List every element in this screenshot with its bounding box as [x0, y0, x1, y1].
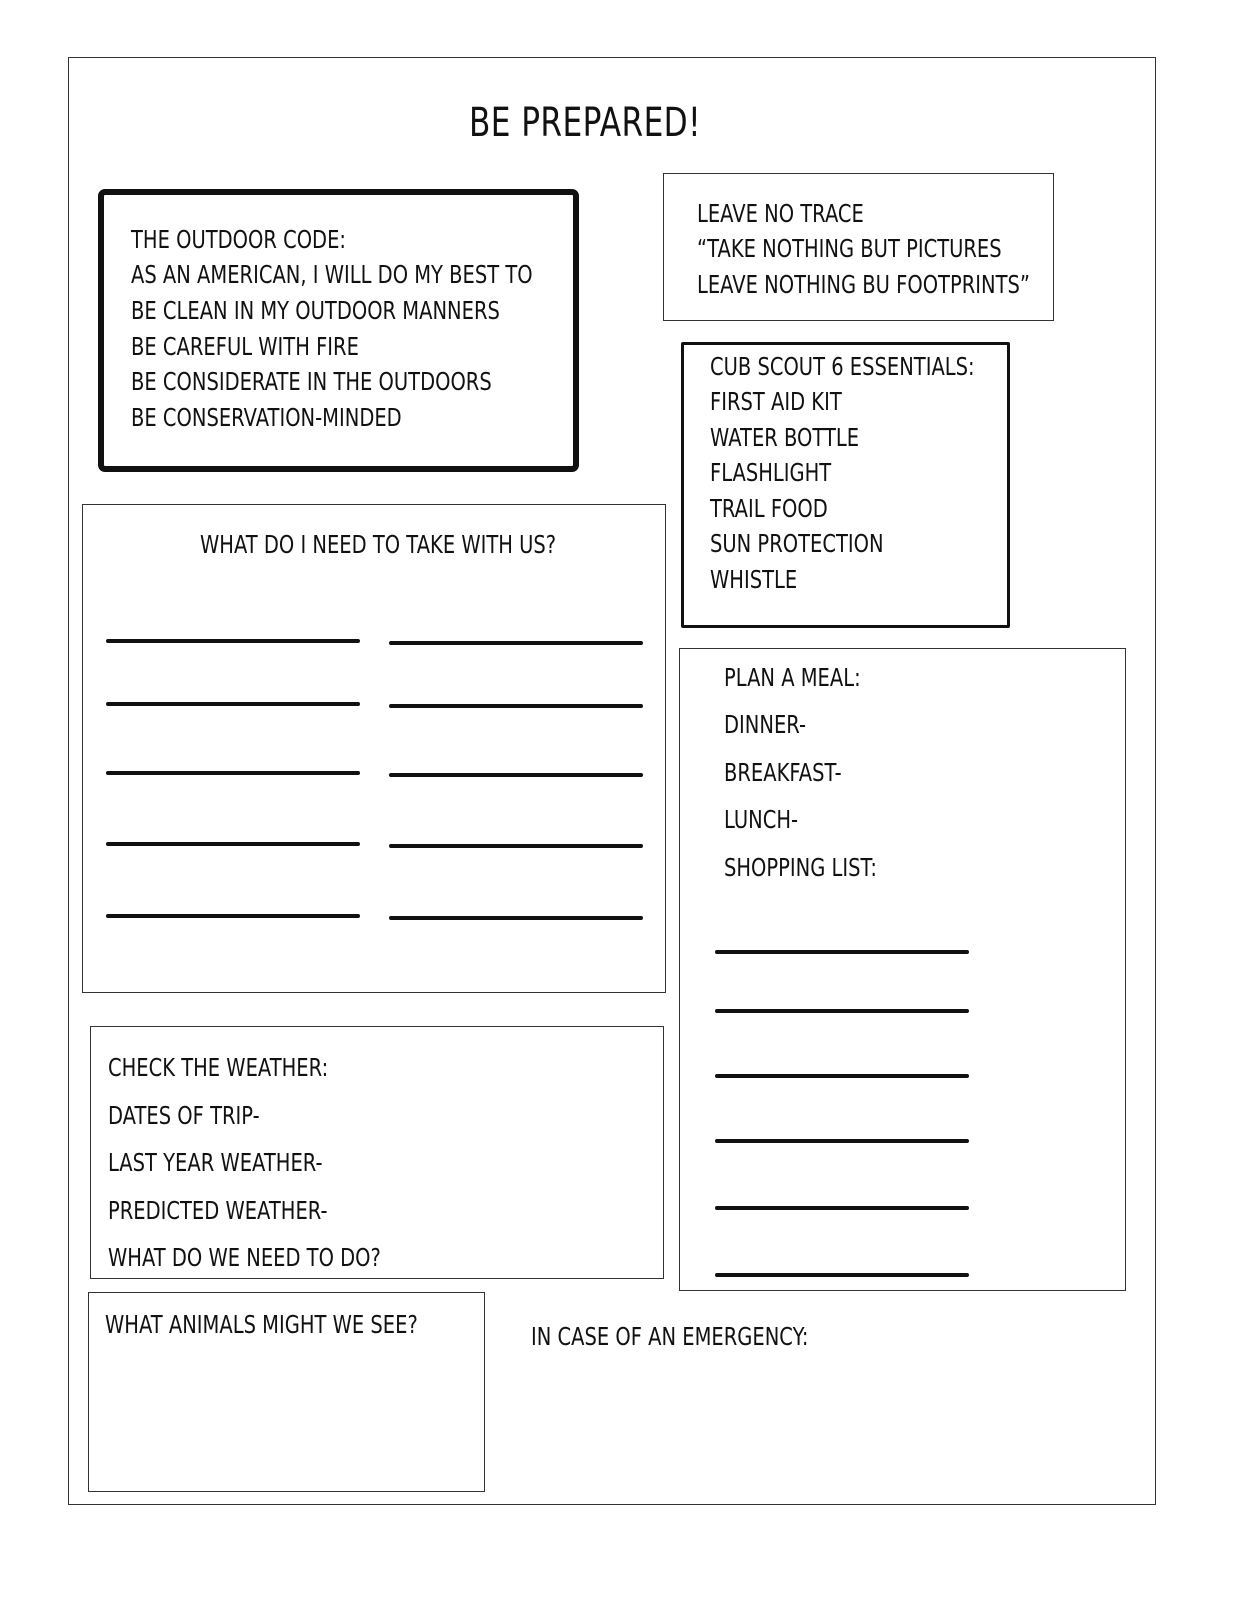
- write-line[interactable]: [389, 844, 643, 848]
- shopping-line[interactable]: [715, 1273, 969, 1277]
- plan-meal-heading: PLAN A MEAL:: [724, 663, 861, 692]
- leave-no-trace-line: LEAVE NOTHING BU FOOTPRINTS”: [697, 270, 1031, 299]
- write-line[interactable]: [106, 771, 360, 775]
- write-line[interactable]: [106, 914, 360, 918]
- write-line[interactable]: [389, 916, 643, 920]
- essentials-item: WHISTLE: [710, 565, 798, 594]
- weather-line: PREDICTED WEATHER-: [108, 1196, 328, 1225]
- write-line[interactable]: [106, 842, 360, 846]
- shopping-line[interactable]: [715, 1009, 969, 1013]
- write-line[interactable]: [106, 639, 360, 643]
- essentials-item: TRAIL FOOD: [710, 494, 828, 523]
- outdoor-code-line: BE CLEAN IN MY OUTDOOR MANNERS: [131, 296, 500, 325]
- plan-meal-box: [679, 648, 1126, 1291]
- essentials-item: SUN PROTECTION: [710, 529, 884, 558]
- essentials-item: FLASHLIGHT: [710, 458, 832, 487]
- emergency-heading: IN CASE OF AN EMERGENCY:: [531, 1322, 809, 1351]
- meal-line: BREAKFAST-: [724, 758, 842, 787]
- shopping-line[interactable]: [715, 950, 969, 954]
- essentials-heading: CUB SCOUT 6 ESSENTIALS:: [710, 352, 975, 381]
- meal-line: SHOPPING LIST:: [724, 853, 877, 882]
- animals-heading: WHAT ANIMALS MIGHT WE SEE?: [105, 1310, 418, 1339]
- take-with-us-heading: WHAT DO I NEED TO TAKE WITH US?: [200, 530, 557, 559]
- weather-line: WHAT DO WE NEED TO DO?: [108, 1243, 381, 1272]
- leave-no-trace-heading: LEAVE NO TRACE: [697, 199, 864, 228]
- outdoor-code-line: BE CONSERVATION-MINDED: [131, 403, 402, 432]
- write-line[interactable]: [106, 702, 360, 706]
- meal-line: DINNER-: [724, 710, 807, 739]
- leave-no-trace-line: “TAKE NOTHING BUT PICTURES: [697, 234, 1002, 263]
- weather-line: LAST YEAR WEATHER-: [108, 1148, 323, 1177]
- shopping-line[interactable]: [715, 1074, 969, 1078]
- write-line[interactable]: [389, 773, 643, 777]
- outdoor-code-line: AS AN AMERICAN, I WILL DO MY BEST TO: [131, 260, 533, 289]
- weather-heading: CHECK THE WEATHER:: [108, 1053, 329, 1082]
- shopping-line[interactable]: [715, 1206, 969, 1210]
- essentials-item: FIRST AID KIT: [710, 387, 842, 416]
- outdoor-code-line: BE CAREFUL WITH FIRE: [131, 332, 359, 361]
- weather-line: DATES OF TRIP-: [108, 1101, 260, 1130]
- write-line[interactable]: [389, 704, 643, 708]
- outdoor-code-line: BE CONSIDERATE IN THE OUTDOORS: [131, 367, 492, 396]
- page-title: BE PREPARED!: [468, 100, 702, 146]
- shopping-line[interactable]: [715, 1139, 969, 1143]
- outdoor-code-heading: THE OUTDOOR CODE:: [131, 225, 346, 254]
- write-line[interactable]: [389, 641, 643, 645]
- meal-line: LUNCH-: [724, 805, 799, 834]
- essentials-item: WATER BOTTLE: [710, 423, 860, 452]
